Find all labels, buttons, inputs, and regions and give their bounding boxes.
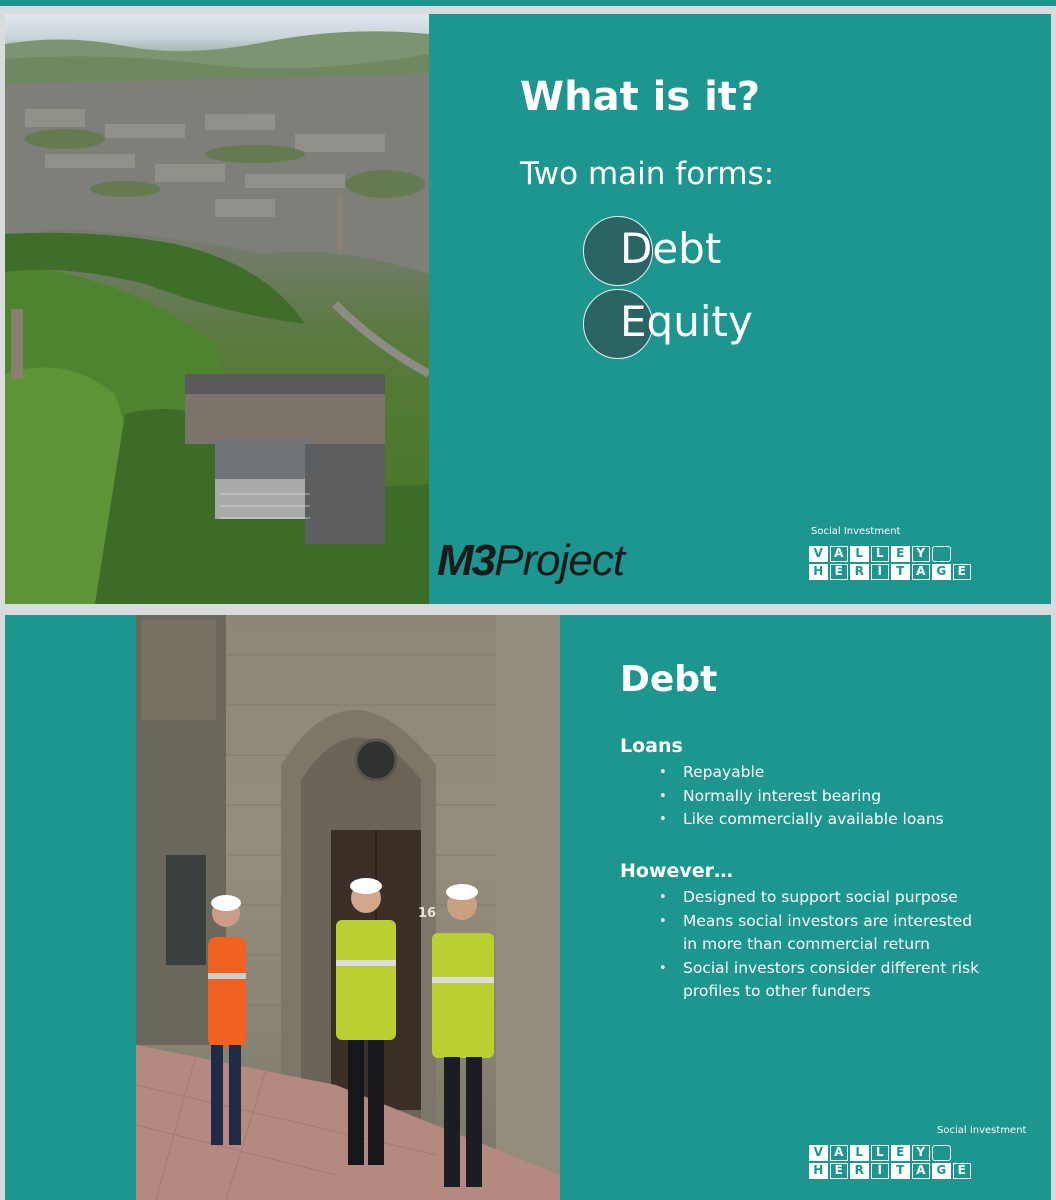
list-item: • Like commercially available loans	[656, 808, 1006, 832]
m3-logo-rest: Project	[494, 536, 625, 585]
list-item: • Normally interest bearing	[656, 785, 1006, 809]
valley-heritage-logo	[809, 546, 1031, 582]
logo-letter-tile: V	[809, 546, 828, 562]
logo-letter-tile: A	[830, 546, 849, 562]
logo-letter-tile: I	[871, 564, 890, 580]
slide-title: Debt	[620, 659, 718, 700]
logo-letter-tile: R	[850, 1163, 869, 1179]
logo-letter-tile: H	[809, 564, 828, 580]
house-number: 16	[418, 906, 437, 921]
logo-letter-tile: L	[871, 1145, 890, 1161]
logo-letter-tile: A	[912, 1163, 931, 1179]
slide-what-is-it	[5, 14, 1051, 604]
logo-letter-tile: Y	[912, 546, 931, 562]
list-item: • Social investors consider different risk profiles to other funders	[656, 957, 986, 1004]
social-investment-label: Social Investment	[937, 1125, 1027, 1136]
list-item: • Designed to support social purpose	[656, 886, 1006, 910]
form-debt: Debt	[620, 224, 722, 273]
loans-list	[656, 761, 1006, 832]
logo-letter-tile: R	[850, 564, 869, 580]
list-item: • Means social investors are interested in more than commercial return	[656, 910, 986, 957]
team-at-building-photo	[136, 615, 560, 1200]
top-strip	[0, 0, 1056, 6]
valley-heritage-logo	[809, 1145, 1031, 1181]
however-list	[656, 886, 1006, 1004]
m3project-logo	[437, 536, 624, 586]
aerial-town-photo	[5, 14, 429, 604]
logo-letter-tile: L	[850, 546, 869, 562]
logo-letter-tile: E	[891, 546, 910, 562]
logo-letter-tile: V	[809, 1145, 828, 1161]
logo-letter-tile: I	[871, 1163, 890, 1179]
logo-letter-tile: E	[830, 564, 849, 580]
logo-letter-tile: T	[891, 564, 910, 580]
logo-blank-tile	[932, 546, 951, 562]
logo-letter-tile: E	[953, 564, 972, 580]
section-heading-however: However…	[620, 860, 734, 882]
logo-letter-tile: E	[830, 1163, 849, 1179]
m3-logo-bold: M3	[437, 536, 495, 585]
logo-letter-tile: A	[912, 564, 931, 580]
logo-letter-tile: L	[871, 546, 890, 562]
form-equity: Equity	[620, 297, 753, 346]
slide-title: What is it?	[520, 74, 761, 120]
logo-letter-tile: G	[932, 564, 951, 580]
logo-letter-tile: A	[830, 1145, 849, 1161]
logo-letter-tile: L	[850, 1145, 869, 1161]
slide-debt	[5, 615, 1051, 1200]
logo-letter-tile: E	[953, 1163, 972, 1179]
logo-blank-tile	[932, 1145, 951, 1161]
list-item: • Repayable	[656, 761, 1006, 785]
logo-letter-tile: T	[891, 1163, 910, 1179]
social-investment-label: Social Investment	[811, 526, 901, 537]
logo-letter-tile: Y	[912, 1145, 931, 1161]
section-heading-loans: Loans	[620, 735, 683, 757]
logo-letter-tile: G	[932, 1163, 951, 1179]
slide-subtitle: Two main forms:	[520, 156, 775, 192]
logo-letter-tile: E	[891, 1145, 910, 1161]
logo-letter-tile: H	[809, 1163, 828, 1179]
